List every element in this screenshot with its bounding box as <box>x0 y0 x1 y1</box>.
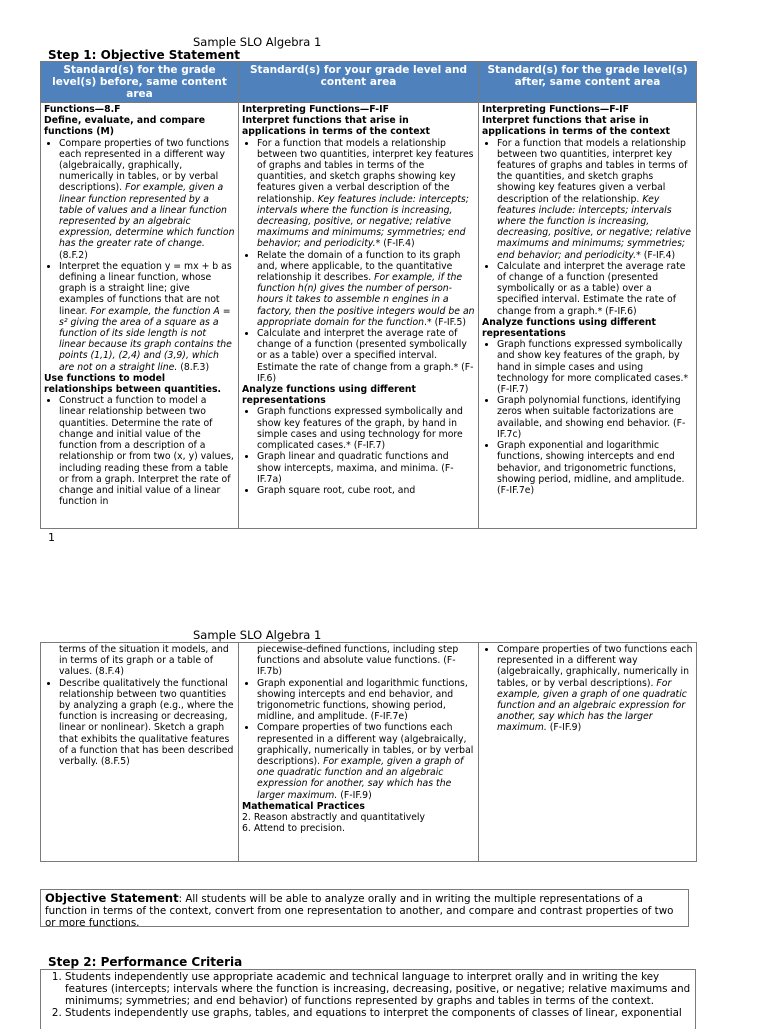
standard-bullet: • Calculate and interpret the average rate of change of a function (presented symbolically or as a table) over a specified interval. Estimate the rate of change from a graph.* (F-IF.6) <box>497 261 693 317</box>
page-number: 1 <box>48 531 55 544</box>
practice-item: 2. Reason abstractly and quantitatively <box>242 812 426 824</box>
standard-bullet: • Graph functions expressed symbolically and show key features of the graph, by hand in simple cases and using technology for more complicated cases.* (F-IF.7) <box>257 406 475 451</box>
standard-bullet: • Describe qualitatively the functional relationship between two quantities by analyzing a graph (e.g., where the function is increasing or decreasing, linear or nonlinear). Sketch a graph that exhibits the qualitative features of a function that has been described verbally. (8.F.5) <box>59 678 235 768</box>
standard-bullet: • Calculate and interpret the average rate of change of a function (presented symbolically or as a table) over a specified interval. Estimate the rate of change from a graph.* (F-IF.6) <box>257 328 475 384</box>
standard-bullet: • Construct a function to model a linear relationship between two quantities. Determine the rate of change and initial value of the function from a description of a relationship or from two (x, y) values, including reading these from a table or from a graph. Interpret the rate of change and initial value of a linear function in <box>59 395 235 507</box>
standard-bullet: • Compare properties of two functions each represented in a different way (algebraically, graphically, numerically in tables, or by verbal descriptions). For example, given a graph of one quadratic function and an algebraic expression for another, say which has the larger maximum. (F-IF.9) <box>497 644 693 734</box>
standards-before-cell <box>41 103 239 529</box>
continued-text: piecewise-defined functions, including step functions and absolute value functions. (F-IF.7b) <box>257 644 459 678</box>
performance-criteria-box <box>40 969 696 1029</box>
standard-bullet: • Graph polynomial functions, identifying zeros when suitable factorizations are available, and showing end behavior. (F-IF.7c) <box>497 395 693 440</box>
standards-before-cell <box>41 643 239 862</box>
step1-heading: Step 1: Objective Statement <box>48 48 241 62</box>
standards-after-cell <box>479 103 697 529</box>
standard-bullet: • Graph exponential and logarithmic functions, showing intercepts and end behavior, and trigonometric functions, showing period, midline, and amplitude. (F-IF.7e) <box>257 678 475 723</box>
standard-bullet: • Graph linear and quadratic functions and show intercepts, maxima, and minima. (F-IF.7a) <box>257 451 475 485</box>
standards-current-cell <box>239 103 479 529</box>
section-heading: Mathematical Practices <box>242 800 365 812</box>
step2-heading: Step 2: Performance Criteria <box>48 955 243 969</box>
standards-table-page1 <box>40 61 697 529</box>
page-title: Sample SLO Algebra 1 <box>193 35 322 49</box>
standard-bullet: • Compare properties of two functions each represented in a different way (algebraically, graphically, numerically in tables, or by verbal descriptions). For example, given a graph of one quadratic function and an algebraic expression for another, say which has the larger maximum. (F-IF.9) <box>257 722 475 800</box>
standards-table-page2 <box>40 642 697 862</box>
objective-statement-box <box>40 889 689 927</box>
standards-current-cell <box>239 643 479 862</box>
section-heading: Interpreting Functions—F-IF <box>242 104 389 115</box>
section-heading: Interpret functions that arise in applications in terms of the context <box>242 115 430 138</box>
header-current: Standard(s) for your grade level and content area <box>239 62 479 103</box>
section-heading: Analyze functions using different representations <box>482 316 656 340</box>
standard-bullet: • Graph square root, cube root, and <box>257 485 475 496</box>
section-heading: Interpreting Functions—F-IF <box>482 104 629 115</box>
page-title: Sample SLO Algebra 1 <box>193 628 322 642</box>
objective-text: : All students will be able to analyze orally and in writing the multiple representations of a function in terms of the context, convert from one representation to another, and compare and contrast properties of two or more functions. <box>45 893 674 929</box>
continued-text: terms of the situation it models, and in terms of its graph or a table of values. (8.F.4) <box>59 644 229 678</box>
criteria-item: 1. Students independently use appropriate academic and technical language to interpret orally and in writing the key features (intercepts; intervals where the function is increasing, decreasing, positive, or negative; relative maximums and minimums; symmetries; and end behavior) of functions represented by graphs and tables in terms of the context. <box>65 971 691 1007</box>
standard-bullet: • For a function that models a relationship between two quantities, interpret key features of graphs and tables in terms of the quantities, and sketch graphs showing key features given a verbal description of the relationship. Key features include: intercepts; intervals where the function is increasing, decreasing, positive, or negative; relative maximums and minimums; symmetries; end behavior; and periodicity.* (F-IF.4) <box>497 138 693 261</box>
objective-label: Objective Statement <box>45 891 179 905</box>
standard-bullet: • Interpret the equation y = mx + b as defining a linear function, whose graph is a straight line; give examples of functions that are not linear. For example, the function A = s² giving the area of a square as a function of its side length is not linear because its graph contains the points (1,1), (2,4) and (3,9), which are not on a straight line. (8.F.3) <box>59 261 235 373</box>
standard-bullet: • Compare properties of two functions each represented in a different way (algebraically, graphically, numerically in tables, or by verbal descriptions). For example, given a linear function represented by a table of values and a linear function represented by an algebraic expression, determine which function has the greater rate of change. (8.F.2) <box>59 138 235 261</box>
section-heading: Define, evaluate, and compare functions (M) <box>44 115 206 138</box>
standard-bullet: • For a function that models a relationship between two quantities, interpret key features of graphs and tables in terms of the quantities, and sketch graphs showing key features given a verbal description of the relationship. Key features include: intercepts; intervals where the function is increasing, decreasing, positive, or negative; relative maximums and minimums; symmetries; end behavior; and periodicity.* (F-IF.4) <box>257 138 475 250</box>
standard-bullet: • Graph exponential and logarithmic functions, showing intercepts and end behavior, and trigonometric functions, showing period, midline, and amplitude. (F-IF.7e) <box>497 440 693 496</box>
section-heading: Use functions to model relationships between quantities. <box>44 372 222 396</box>
header-before: Standard(s) for the grade level(s) before, same content area <box>41 62 239 103</box>
section-heading: Functions—8.F <box>44 104 121 115</box>
criteria-item: 2. Students independently use graphs, tables, and equations to interpret the components of classes of linear, exponential <box>65 1007 691 1019</box>
standards-after-cell <box>479 643 697 862</box>
header-after: Standard(s) for the grade level(s) after, same content area <box>479 62 697 103</box>
section-heading: Analyze functions using different representations <box>242 384 416 407</box>
standard-bullet: • Graph functions expressed symbolically and show key features of the graph, by hand in simple cases and using technology for more complicated cases.* (F-IF.7) <box>497 339 693 395</box>
practice-item: 6. Attend to precision. <box>242 823 345 835</box>
standard-bullet: • Relate the domain of a function to its graph and, where applicable, to the quantitative relationship it describes. For example, if the function h(n) gives the number of person-hours it takes to assemble n engines in a factory, then the positive integers would be an appropriate domain for the function.* (F-IF.5) <box>257 250 475 328</box>
section-heading: Interpret functions that arise in applications in terms of the context <box>482 115 670 138</box>
